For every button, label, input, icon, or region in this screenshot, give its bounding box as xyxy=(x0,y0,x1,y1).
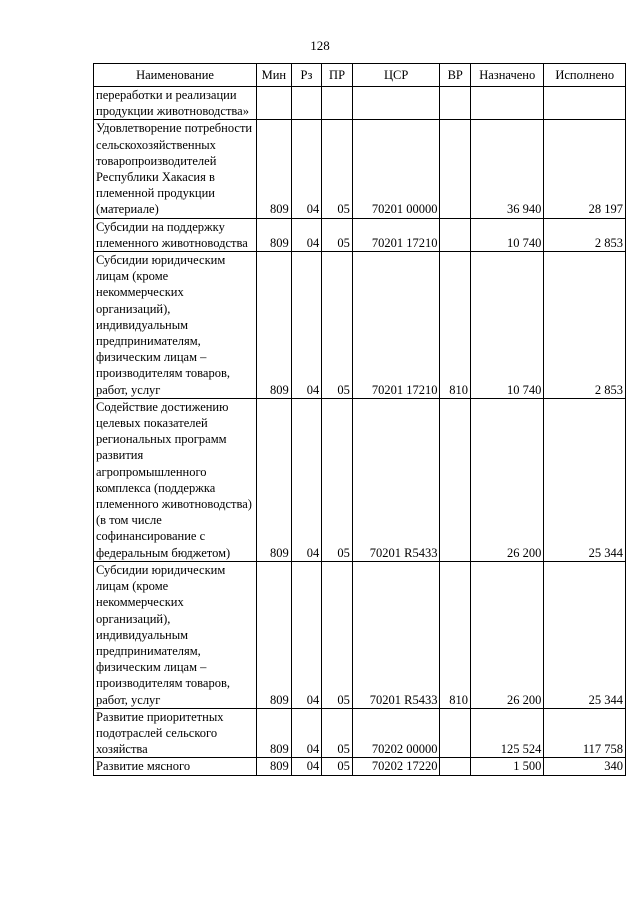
header-name: Наименование xyxy=(94,64,257,87)
row-executed: 25 344 xyxy=(544,561,626,708)
row-rz xyxy=(291,87,322,120)
table-row xyxy=(94,398,626,561)
row-csr: 70202 00000 xyxy=(352,708,440,758)
row-executed: 2 853 xyxy=(544,252,626,399)
table-row xyxy=(94,218,626,251)
table-header-row xyxy=(94,64,626,87)
row-vr: 810 xyxy=(440,252,471,399)
table-row xyxy=(94,561,626,708)
row-csr: 70201 R5433 xyxy=(352,398,440,561)
row-pr: 05 xyxy=(322,398,353,561)
row-csr: 70202 17220 xyxy=(352,758,440,775)
header-vr: ВР xyxy=(440,64,471,87)
row-assigned: 36 940 xyxy=(471,120,544,218)
row-pr: 05 xyxy=(322,758,353,775)
header-min: Мин xyxy=(257,64,292,87)
header-csr: ЦСР xyxy=(352,64,440,87)
row-pr xyxy=(322,87,353,120)
row-executed xyxy=(544,87,626,120)
row-csr: 70201 17210 xyxy=(352,218,440,251)
row-rz: 04 xyxy=(291,218,322,251)
row-assigned: 10 740 xyxy=(471,218,544,251)
row-min xyxy=(257,87,292,120)
row-executed: 2 853 xyxy=(544,218,626,251)
row-executed: 117 758 xyxy=(544,708,626,758)
row-min: 809 xyxy=(257,218,292,251)
row-csr: 70201 17210 xyxy=(352,252,440,399)
row-vr xyxy=(440,708,471,758)
header-pr: ПР xyxy=(322,64,353,87)
header-rz: Рз xyxy=(291,64,322,87)
row-pr: 05 xyxy=(322,218,353,251)
table-row xyxy=(94,708,626,758)
row-name: Развитие мясного xyxy=(94,758,257,775)
table-row xyxy=(94,120,626,218)
row-rz: 04 xyxy=(291,708,322,758)
row-pr: 05 xyxy=(322,252,353,399)
row-pr: 05 xyxy=(322,120,353,218)
table-row xyxy=(94,758,626,775)
row-assigned xyxy=(471,87,544,120)
row-csr: 70201 R5433 xyxy=(352,561,440,708)
row-rz: 04 xyxy=(291,398,322,561)
budget-table xyxy=(93,63,626,776)
row-pr: 05 xyxy=(322,708,353,758)
row-vr xyxy=(440,87,471,120)
header-executed: Исполнено xyxy=(544,64,626,87)
row-name: Содействие достижению целевых показателей региональных программ развития агропромышленного комплекса (поддержка племенного животноводства) (в том числе софинансирование с федеральным бюджетом) xyxy=(94,398,257,561)
row-executed: 340 xyxy=(544,758,626,775)
row-csr: 70201 00000 xyxy=(352,120,440,218)
row-rz: 04 xyxy=(291,758,322,775)
row-pr: 05 xyxy=(322,561,353,708)
row-vr xyxy=(440,218,471,251)
row-name: Субсидии юридическим лицам (кроме некоммерческих организаций), индивидуальным предпринимателям, физическим лицам – производителям товаров, работ, услуг xyxy=(94,252,257,399)
row-name: переработки и реализации продукции животноводства» xyxy=(94,87,257,120)
row-name: Субсидии на поддержку племенного животноводства xyxy=(94,218,257,251)
row-name: Субсидии юридическим лицам (кроме некоммерческих организаций), индивидуальным предпринимателям, физическим лицам – производителям товаров, работ, услуг xyxy=(94,561,257,708)
row-assigned: 1 500 xyxy=(471,758,544,775)
row-vr xyxy=(440,758,471,775)
row-vr xyxy=(440,120,471,218)
row-rz: 04 xyxy=(291,252,322,399)
table-row xyxy=(94,87,626,120)
row-min: 809 xyxy=(257,120,292,218)
row-min: 809 xyxy=(257,758,292,775)
row-min: 809 xyxy=(257,398,292,561)
row-min: 809 xyxy=(257,708,292,758)
table-row xyxy=(94,252,626,399)
row-rz: 04 xyxy=(291,120,322,218)
row-assigned: 26 200 xyxy=(471,398,544,561)
row-assigned: 125 524 xyxy=(471,708,544,758)
header-assigned: Назначено xyxy=(471,64,544,87)
row-rz: 04 xyxy=(291,561,322,708)
row-min: 809 xyxy=(257,252,292,399)
row-assigned: 26 200 xyxy=(471,561,544,708)
row-name: Развитие приоритетных подотраслей сельского хозяйства xyxy=(94,708,257,758)
row-vr: 810 xyxy=(440,561,471,708)
row-min: 809 xyxy=(257,561,292,708)
page-number: 128 xyxy=(310,38,330,53)
row-assigned: 10 740 xyxy=(471,252,544,399)
row-executed: 25 344 xyxy=(544,398,626,561)
row-executed: 28 197 xyxy=(544,120,626,218)
row-csr xyxy=(352,87,440,120)
row-name: Удовлетворение потребности сельскохозяйственных товаропроизводителей Республики Хакасия в племенной продукции (материале) xyxy=(94,120,257,218)
row-vr xyxy=(440,398,471,561)
